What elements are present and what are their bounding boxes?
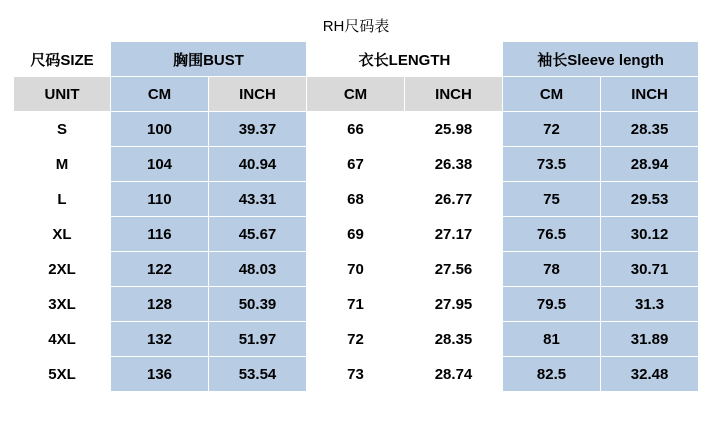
cell-sleeve-inch: 28.94: [601, 147, 699, 182]
cell-sleeve-cm: 79.5: [503, 287, 601, 322]
table-row: [14, 182, 699, 217]
cell-length-inch: 27.17: [405, 217, 503, 252]
cell-bust-cm: 128: [111, 287, 209, 322]
cell-length-cm: 69: [307, 217, 405, 252]
cell-bust-inch: 48.03: [209, 252, 307, 287]
table-row: [14, 322, 699, 357]
table-row: [14, 252, 699, 287]
cell-bust-cm: 110: [111, 182, 209, 217]
cell-sleeve-inch: 31.3: [601, 287, 699, 322]
cell-sleeve-inch: 30.71: [601, 252, 699, 287]
cell-bust-cm: 116: [111, 217, 209, 252]
table-title-row: [14, 9, 699, 42]
cell-bust-inch: 50.39: [209, 287, 307, 322]
cell-bust-cm: 122: [111, 252, 209, 287]
unit-bust-cm: CM: [111, 77, 209, 112]
cell-sleeve-cm: 75: [503, 182, 601, 217]
cell-bust-inch: 45.67: [209, 217, 307, 252]
cell-length-cm: 73: [307, 357, 405, 392]
table-row: [14, 357, 699, 392]
size-chart-table: [13, 8, 699, 392]
header-size: 尺码SIZE: [14, 42, 111, 77]
cell-size: 4XL: [14, 322, 111, 357]
cell-bust-inch: 39.37: [209, 112, 307, 147]
cell-length-cm: 72: [307, 322, 405, 357]
table-row: [14, 112, 699, 147]
cell-length-cm: 68: [307, 182, 405, 217]
cell-bust-cm: 100: [111, 112, 209, 147]
unit-header-row: [14, 77, 699, 112]
cell-bust-cm: 104: [111, 147, 209, 182]
table-row: [14, 147, 699, 182]
table-row: [14, 217, 699, 252]
cell-length-inch: 26.38: [405, 147, 503, 182]
cell-length-cm: 66: [307, 112, 405, 147]
cell-length-cm: 70: [307, 252, 405, 287]
cell-size: L: [14, 182, 111, 217]
cell-length-inch: 27.56: [405, 252, 503, 287]
cell-sleeve-inch: 31.89: [601, 322, 699, 357]
unit-label: UNIT: [14, 77, 111, 112]
cell-size: 5XL: [14, 357, 111, 392]
cell-sleeve-cm: 81: [503, 322, 601, 357]
cell-sleeve-cm: 73.5: [503, 147, 601, 182]
header-bust: 胸围BUST: [111, 42, 307, 77]
cell-bust-cm: 136: [111, 357, 209, 392]
cell-bust-inch: 51.97: [209, 322, 307, 357]
unit-bust-inch: INCH: [209, 77, 307, 112]
cell-bust-inch: 43.31: [209, 182, 307, 217]
cell-length-inch: 27.95: [405, 287, 503, 322]
cell-sleeve-cm: 72: [503, 112, 601, 147]
cell-bust-inch: 40.94: [209, 147, 307, 182]
cell-size: XL: [14, 217, 111, 252]
unit-sleeve-cm: CM: [503, 77, 601, 112]
cell-size: S: [14, 112, 111, 147]
group-header-row: [14, 42, 699, 77]
cell-sleeve-inch: 29.53: [601, 182, 699, 217]
unit-length-cm: CM: [307, 77, 405, 112]
size-chart-document: [0, 8, 711, 421]
unit-sleeve-inch: INCH: [601, 77, 699, 112]
cell-sleeve-cm: 82.5: [503, 357, 601, 392]
cell-sleeve-inch: 32.48: [601, 357, 699, 392]
header-length: 衣长LENGTH: [307, 42, 503, 77]
cell-bust-cm: 132: [111, 322, 209, 357]
cell-size: 2XL: [14, 252, 111, 287]
cell-length-inch: 28.35: [405, 322, 503, 357]
cell-length-cm: 67: [307, 147, 405, 182]
page-title: RH尺码表: [14, 9, 699, 42]
cell-sleeve-inch: 28.35: [601, 112, 699, 147]
header-sleeve: 袖长Sleeve length: [503, 42, 699, 77]
cell-bust-inch: 53.54: [209, 357, 307, 392]
cell-size: 3XL: [14, 287, 111, 322]
cell-sleeve-cm: 76.5: [503, 217, 601, 252]
cell-sleeve-inch: 30.12: [601, 217, 699, 252]
cell-sleeve-cm: 78: [503, 252, 601, 287]
cell-length-inch: 26.77: [405, 182, 503, 217]
cell-length-inch: 28.74: [405, 357, 503, 392]
cell-length-inch: 25.98: [405, 112, 503, 147]
unit-length-inch: INCH: [405, 77, 503, 112]
cell-length-cm: 71: [307, 287, 405, 322]
cell-size: M: [14, 147, 111, 182]
table-row: [14, 287, 699, 322]
